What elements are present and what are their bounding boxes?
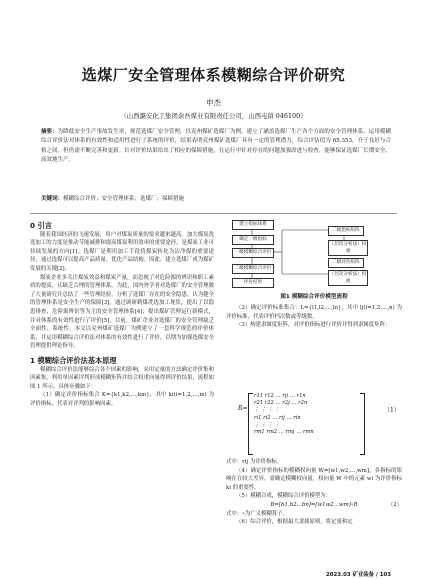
flow-node-second-level-eval-matrix: 二级评价矩阵 <box>328 258 364 268</box>
page-footer: 2023.03 矿业装备 / 103 <box>326 572 391 578</box>
flow-node-build-index: 建立指标体系 <box>232 220 274 230</box>
section-0-paragraph-1: 随着我国经济的飞速发展，用户对煤炭质量的要求越来越高。加大煤炭洗选加工的力度是推动节能减排和提高煤炭利用效率的重要途径，是煤炭工业可持续发展的方向[1]。选煤厂是利用加工手段将煤炭转化为洁净煤的重要途径，通过选煤可以提高产品质量、优化产品结构。因此，建立选煤厂成为煤矿发展的关键[2]。 <box>30 231 214 272</box>
affiliation: （山西潞安化工集团余吾煤业有限责任公司，山西屯留 046100） <box>120 112 307 120</box>
step-5-paragraph: （5）模糊合成，模糊综合评价模型为： <box>236 493 332 500</box>
step-6-paragraph: （6）综合评价，根据最大隶属原则，将定量和定 <box>236 519 353 526</box>
paper-title: 选煤厂安全管理体系模糊综合评价研究 <box>81 66 346 84</box>
matrix-right-bracket <box>360 393 365 455</box>
step-3-paragraph: （3）构建隶属度矩阵，对评价指标进行评价并得到隶属度矩阵： <box>236 322 391 329</box>
equation-1-number: （1） <box>384 407 400 414</box>
section-0-heading: 0 引言 <box>30 221 52 230</box>
separator-rule <box>30 213 397 214</box>
section-1-heading: 1 模糊综合评价法基本原理 <box>30 355 117 365</box>
abstract <box>41 128 391 166</box>
matrix-row: rm1 rm2 … rmj … rmn <box>254 429 314 436</box>
matrix-row: ri1 ri2 … rij … rin <box>254 414 301 421</box>
flow-node-result: 评价结果 <box>232 278 274 288</box>
abstract-label: 摘要： <box>41 129 58 135</box>
equation-2-number: （2） <box>387 501 402 508</box>
keywords-text: 模糊综合评价；安全管理体系；选煤厂；保障措施 <box>63 196 185 202</box>
step-4-paragraph: （4）确定评价指标的模糊权向量 W=[w1,w2,…,wm]，各指标的影响在在较大差异，需确定模糊权向量，权向量 W 中的元素 wi 为评价指标 ki 的重要性。 <box>226 467 402 491</box>
matrix-row: ⋮ ⋮ ⋮ ⋮ <box>254 407 280 414</box>
figure-caption: 图1 模糊综合评价模型流程 <box>280 294 348 300</box>
author: 申杰 <box>206 98 221 107</box>
flow-node-first-level-eval: 一级模糊综合评价 <box>232 248 274 258</box>
left-column <box>30 222 214 408</box>
matrix-row: r21 r22 … r2j … r2n <box>254 400 308 407</box>
right-column-top <box>226 304 402 330</box>
matrix-label: R= <box>238 405 248 412</box>
right-column-bottom <box>226 458 402 527</box>
section-1-paragraph-2: （1）确定评价指标集合 K={k1,k2,…,km}，其中 ki(i=1,2,…,m) 为评价指标，代表对评判的影响因素。 <box>30 392 214 407</box>
flow-node-first-level-index: 确定一级指标 <box>232 235 274 245</box>
matrix-row: r11 r12 … rij … r1n <box>254 393 306 399</box>
step-2-paragraph: （2）确定评价标准集合：L={l1,l2,…,ln}，其中 lj(i=1,2,…,n) 为评价标准，代表评价档次数或等级数。 <box>226 305 402 320</box>
equation-2-note: 式中：∘为广义模糊算子。 <box>226 510 288 517</box>
equation-2 <box>226 501 402 510</box>
matrix-row: ⋮ ⋮ ⋮ ⋮ <box>254 421 280 428</box>
section-1-paragraph-1: 模糊综合评价法能够综合各个因素的影响，采用定量的方法确定评价集和因素集，利用单因素评判形成模糊矩阵并结合权重向量得到评价结果，流程如图 1 所示。具体步骤如下： <box>30 366 214 390</box>
keywords-label: 关键词： <box>41 196 64 202</box>
matrix-left-bracket <box>248 393 253 455</box>
equation-2-body: B=[b1,b2…bn]=[w1w2…wm]∘R <box>270 501 358 508</box>
flow-node-weight-1: （层次分析法）权重 <box>329 242 367 254</box>
keywords <box>41 194 184 202</box>
abstract-text: 为降低安全生产事故发生率，规范选煤厂安全管理，以兖州煤矿选煤厂为例，建立了涵盖选煤厂生产各个方面的安全管理体系。运用模糊综合评价法对体系的有效性和适用性进行了系统的评价，结果表明兖州煤矿选煤厂具有一定的管理潜力，综合评估值为 65.353，介于良好与合格之间，但仍需不断完善和更新。针对评价结果给出了相应的保障措施，在运行中针对存在的问题加强改进与检查，能够保证选煤厂长期安全、高效地生产。 <box>41 129 391 164</box>
matrix-note: 式中：rij 为评价指标。 <box>226 459 283 465</box>
matrix-body <box>254 393 314 436</box>
flow-node-weight-2: （层次分析法）权重 <box>329 272 367 284</box>
flow-node-second-level-fuzzy-eval: 二级模糊综合评价 <box>232 264 274 274</box>
flow-node-second-level-matrix: 二级指标矩阵 <box>328 226 364 236</box>
section-0-paragraph-2: 煤炭企业多关注煤炭效益和煤炭产量，而忽视了对危险源的辨识和职工素质的提高，且缺乏合理的管理体系。为此，国内外学者对选煤厂的安全管理做了大量研究并总结了一些管理经验，分析了选煤厂存在的安全隐患，认为健全的管理体系是安全生产的保障[3]。通过调研鹤煤洗选加工现状，提出了以隐患排查、危险源辨识等为主的安全管理体系[4]；提出煤矿管理运行新模式，并对体系的有效性进行了评价[5]。目前，煤矿企业对选煤厂的安全管理缺乏全面性、系统性。本文以兖州煤矿选煤厂为例建立了一套科学规范的评价体系，并运用模糊综合评价法对体系的有效性进行了评价，以期为加强选煤安全管理提供理论指导。 <box>30 274 214 350</box>
